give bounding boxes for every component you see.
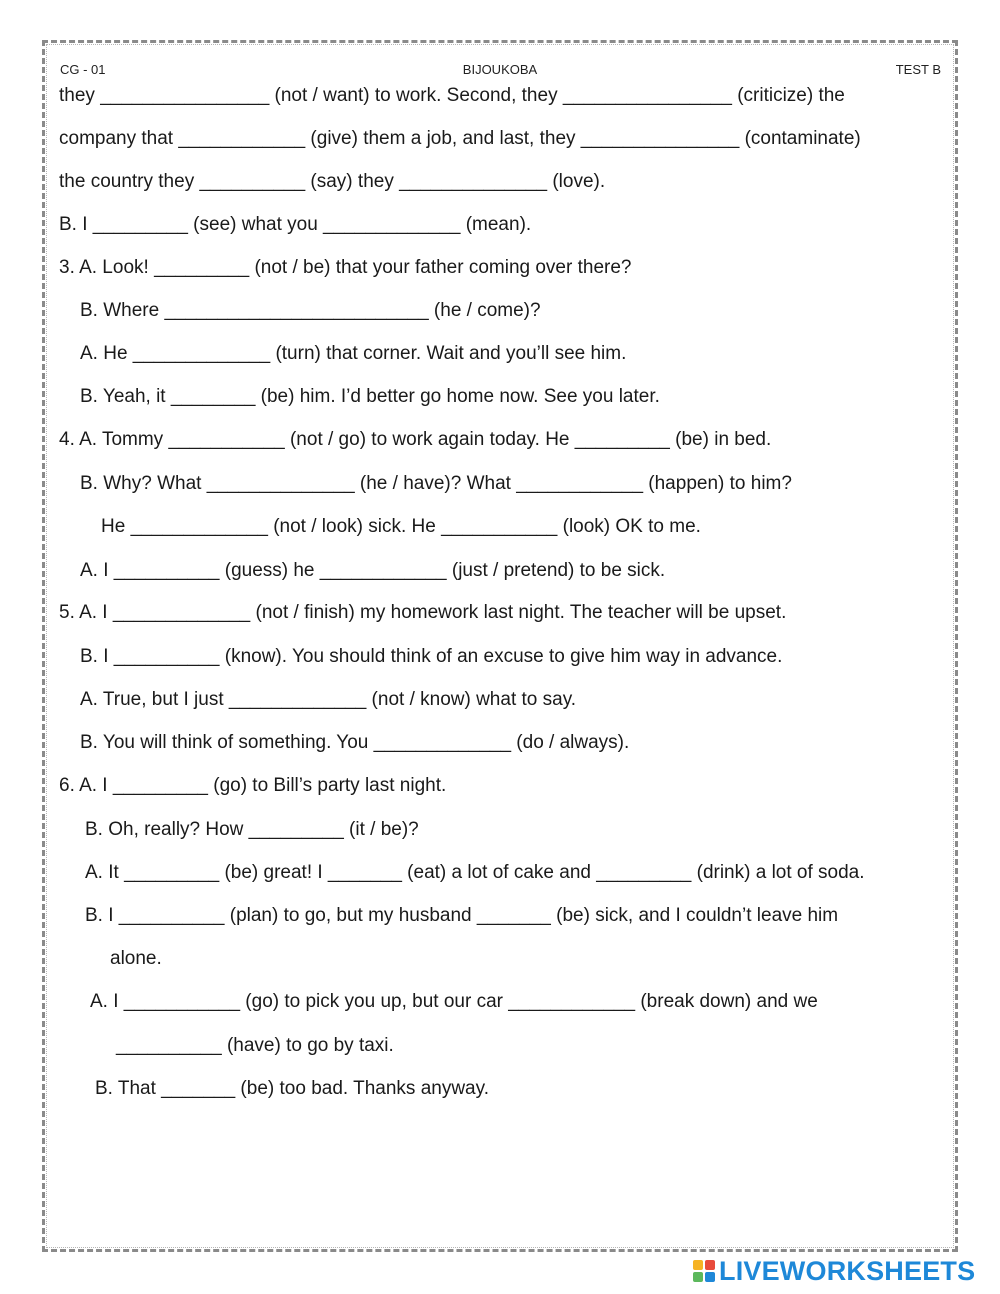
header-right: TEST B [895, 62, 941, 77]
exercise-line-21: alone. [110, 948, 162, 969]
exercise-line-12: A. I __________ (guess) he ____________ (just / pretend) to be sick. [80, 560, 666, 581]
exercise-line-14: B. I __________ (know). You should think of an excuse to give him way in advance. [80, 646, 783, 667]
exercise-line-18: B. Oh, really? How _________ (it / be)? [85, 819, 419, 840]
header-left: CG - 01 [60, 62, 106, 77]
exercise-line-13: 5. A. I _____________ (not / finish) my homework last night. The teacher will be upset. [59, 602, 787, 623]
exercise-line-19: A. It _________ (be) great! I _______ (eat) a lot of cake and _________ (drink) a lot of soda. [85, 862, 865, 883]
exercise-line-16: B. You will think of something. You _____________ (do / always). [80, 732, 630, 753]
liveworksheets-logo-text: LIVEWORKSHEETS [719, 1255, 976, 1286]
exercise-line-5: 3. A. Look! _________ (not / be) that your father coming over there? [59, 257, 632, 278]
exercise-line-6: B. Where _________________________ (he / come)? [80, 300, 541, 321]
exercise-line-11: He _____________ (not / look) sick. He ___________ (look) OK to me. [101, 516, 701, 537]
exercise-line-22: A. I ___________ (go) to pick you up, but our car ____________ (break down) and we [90, 991, 818, 1012]
exercise-line-20: B. I __________ (plan) to go, but my husband _______ (be) sick, and I couldn’t leave him [85, 905, 839, 926]
exercise-line-24: B. That _______ (be) too bad. Thanks anyway. [95, 1078, 489, 1099]
exercise-line-7: A. He _____________ (turn) that corner. Wait and you’ll see him. [80, 343, 627, 364]
exercise-line-8: B. Yeah, it ________ (be) him. I’d better go home now. See you later. [80, 386, 660, 407]
exercise-line-15: A. True, but I just _____________ (not / know) what to say. [80, 689, 577, 710]
liveworksheets-logo[interactable] [693, 1256, 975, 1286]
exercise-line-17: 6. A. I _________ (go) to Bill’s party last night. [59, 775, 447, 796]
exercise-line-10: B. Why? What ______________ (he / have)? What ____________ (happen) to him? [80, 473, 792, 494]
exercise-line-23: __________ (have) to go by taxi. [116, 1035, 394, 1056]
exercise-line-4: B. I _________ (see) what you _____________ (mean). [59, 214, 532, 235]
header-center: BIJOUKOBA [462, 62, 538, 77]
liveworksheets-logo-icon [693, 1260, 715, 1282]
exercise-line-1: they ________________ (not / want) to work. Second, they ________________ (criticize) the [59, 85, 845, 106]
exercise-line-2: company that ____________ (give) them a job, and last, they _______________ (contaminate) [59, 128, 861, 149]
exercise-line-9: 4. A. Tommy ___________ (not / go) to work again today. He _________ (be) in bed. [59, 429, 772, 450]
exercise-line-3: the country they __________ (say) they ______________ (love). [59, 171, 606, 192]
